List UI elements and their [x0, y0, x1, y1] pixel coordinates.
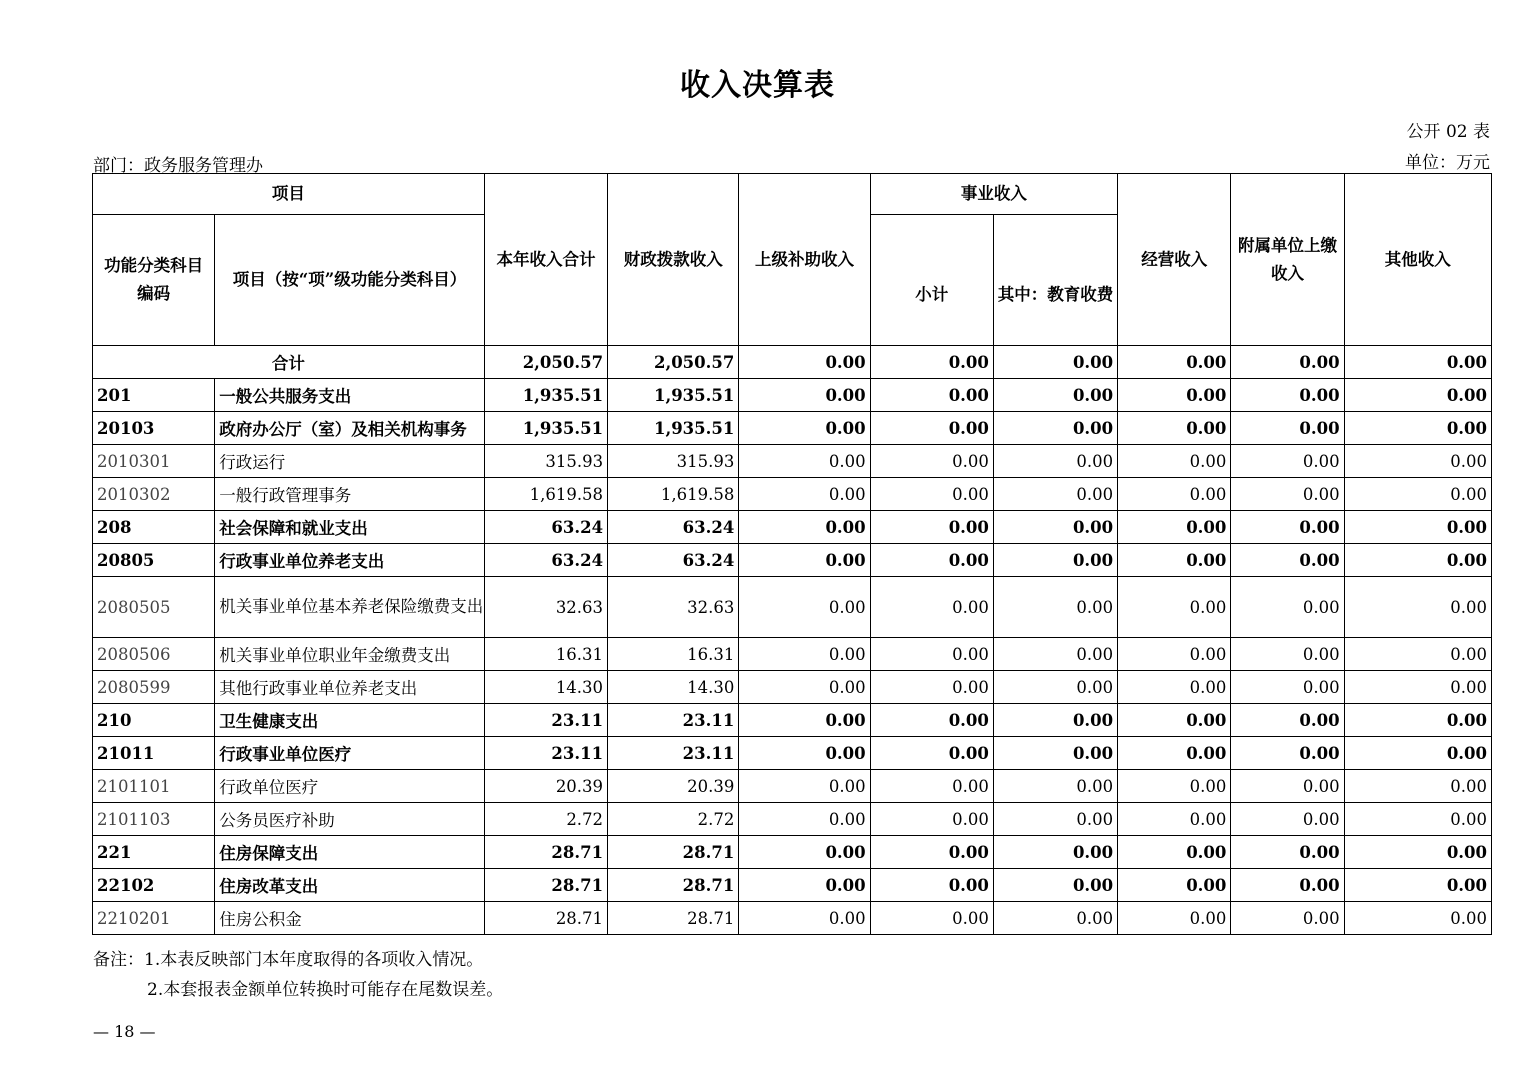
row-value: 1,619.58 [484, 478, 607, 511]
table-row [93, 770, 1492, 803]
row-value: 0.00 [739, 770, 870, 803]
header-total-income: 本年收入合计 [484, 174, 607, 346]
row-value: 28.71 [608, 836, 739, 869]
row-value: 0.00 [1231, 577, 1344, 638]
row-value: 0.00 [870, 902, 993, 935]
row-value: 0.00 [993, 638, 1117, 671]
row-name: 公务员医疗补助 [215, 803, 485, 836]
row-value: 0.00 [1344, 803, 1491, 836]
row-value: 0.00 [870, 638, 993, 671]
row-value: 28.71 [484, 836, 607, 869]
row-value: 0.00 [1118, 803, 1231, 836]
row-value: 0.00 [870, 577, 993, 638]
row-code: 2010301 [93, 445, 215, 478]
table-row [93, 836, 1492, 869]
row-value: 0.00 [1344, 544, 1491, 577]
row-value: 1,935.51 [484, 379, 607, 412]
total-cell: 2,050.57 [608, 346, 739, 379]
row-code: 20103 [93, 412, 215, 445]
row-value: 0.00 [870, 511, 993, 544]
row-value: 1,935.51 [608, 379, 739, 412]
row-value: 0.00 [870, 445, 993, 478]
row-code: 208 [93, 511, 215, 544]
row-name: 其他行政事业单位养老支出 [215, 671, 485, 704]
row-value: 0.00 [739, 638, 870, 671]
header-subtotal: 小计 [870, 215, 993, 346]
row-value: 0.00 [739, 379, 870, 412]
row-value: 0.00 [1231, 869, 1344, 902]
row-value: 63.24 [608, 544, 739, 577]
row-value: 0.00 [1231, 445, 1344, 478]
row-value: 0.00 [870, 836, 993, 869]
row-value: 0.00 [1231, 836, 1344, 869]
row-value: 0.00 [739, 511, 870, 544]
row-name: 卫生健康支出 [215, 704, 485, 737]
row-code: 21011 [93, 737, 215, 770]
row-value: 0.00 [1344, 869, 1491, 902]
row-value: 28.71 [484, 869, 607, 902]
row-value: 0.00 [1118, 638, 1231, 671]
row-value: 63.24 [608, 511, 739, 544]
department-label: 部门：政务服务管理办 [93, 156, 263, 176]
row-value: 63.24 [484, 544, 607, 577]
row-value: 0.00 [870, 704, 993, 737]
row-value: 0.00 [1231, 902, 1344, 935]
row-value: 0.00 [993, 770, 1117, 803]
row-value: 0.00 [1231, 737, 1344, 770]
row-value: 0.00 [1231, 511, 1344, 544]
header-other: 其他收入 [1344, 174, 1491, 346]
table-row [93, 638, 1492, 671]
row-name: 政府办公厅（室）及相关机构事务 [215, 412, 485, 445]
total-cell: 0.00 [1344, 346, 1491, 379]
row-value: 0.00 [1344, 445, 1491, 478]
income-table [92, 173, 1492, 935]
row-code: 20805 [93, 544, 215, 577]
row-value: 32.63 [608, 577, 739, 638]
row-value: 28.71 [608, 902, 739, 935]
row-value: 0.00 [870, 803, 993, 836]
row-value: 0.00 [870, 412, 993, 445]
row-value: 1,935.51 [484, 412, 607, 445]
row-value: 0.00 [1344, 770, 1491, 803]
total-cell: 0.00 [739, 346, 870, 379]
row-name: 行政单位医疗 [215, 770, 485, 803]
header-fiscal: 财政拨款收入 [608, 174, 739, 346]
total-cell: 0.00 [870, 346, 993, 379]
row-value: 0.00 [1231, 478, 1344, 511]
table-row [93, 671, 1492, 704]
row-value: 0.00 [1231, 704, 1344, 737]
unit-label: 单位：万元 [1405, 153, 1490, 173]
row-value: 28.71 [608, 869, 739, 902]
row-value: 0.00 [739, 737, 870, 770]
row-code: 2210201 [93, 902, 215, 935]
row-value: 0.00 [739, 412, 870, 445]
row-value: 0.00 [739, 577, 870, 638]
row-value: 0.00 [1344, 638, 1491, 671]
row-code: 2101101 [93, 770, 215, 803]
row-value: 0.00 [993, 412, 1117, 445]
header-superior: 上级补助收入 [739, 174, 870, 346]
row-value: 2.72 [608, 803, 739, 836]
row-name: 住房改革支出 [215, 869, 485, 902]
row-name: 住房公积金 [215, 902, 485, 935]
row-value: 0.00 [1118, 445, 1231, 478]
table-row [93, 445, 1492, 478]
row-name: 机关事业单位基本养老保险缴费支出 [215, 577, 485, 638]
row-value: 0.00 [993, 445, 1117, 478]
row-value: 1,935.51 [608, 412, 739, 445]
row-value: 0.00 [1118, 902, 1231, 935]
row-value: 0.00 [1118, 869, 1231, 902]
table-row [93, 869, 1492, 902]
table-body [93, 346, 1492, 935]
row-name: 行政运行 [215, 445, 485, 478]
row-value: 0.00 [993, 737, 1117, 770]
row-value: 0.00 [739, 704, 870, 737]
total-cell: 0.00 [1231, 346, 1344, 379]
row-value: 0.00 [739, 671, 870, 704]
header-operating: 经营收入 [1118, 174, 1231, 346]
row-name: 一般公共服务支出 [215, 379, 485, 412]
row-value: 0.00 [1344, 577, 1491, 638]
total-cell: 0.00 [1118, 346, 1231, 379]
row-value: 315.93 [484, 445, 607, 478]
row-value: 0.00 [1118, 544, 1231, 577]
row-value: 0.00 [1118, 412, 1231, 445]
row-value: 0.00 [993, 544, 1117, 577]
row-value: 0.00 [739, 902, 870, 935]
row-value: 28.71 [484, 902, 607, 935]
row-value: 0.00 [1118, 511, 1231, 544]
row-value: 315.93 [608, 445, 739, 478]
row-value: 0.00 [870, 869, 993, 902]
page-title: 收入决算表 [680, 68, 835, 103]
page-number: — 18 — [93, 1022, 156, 1041]
row-name: 机关事业单位职业年金缴费支出 [215, 638, 485, 671]
row-value: 0.00 [993, 379, 1117, 412]
row-code: 2080506 [93, 638, 215, 671]
total-row [93, 346, 1492, 379]
table-row [93, 902, 1492, 935]
row-value: 0.00 [1231, 379, 1344, 412]
header-project: 项目 [93, 174, 485, 215]
row-value: 0.00 [739, 544, 870, 577]
row-code: 201 [93, 379, 215, 412]
row-value: 0.00 [870, 737, 993, 770]
row-value: 0.00 [1231, 544, 1344, 577]
table-row [93, 803, 1492, 836]
row-value: 0.00 [1118, 770, 1231, 803]
row-code: 2010302 [93, 478, 215, 511]
row-value: 0.00 [993, 803, 1117, 836]
table-row [93, 412, 1492, 445]
row-value: 0.00 [870, 770, 993, 803]
row-value: 0.00 [1344, 478, 1491, 511]
row-value: 0.00 [1231, 638, 1344, 671]
row-value: 0.00 [993, 869, 1117, 902]
row-value: 0.00 [1344, 704, 1491, 737]
row-value: 0.00 [1118, 836, 1231, 869]
row-value: 0.00 [1344, 379, 1491, 412]
table-row [93, 478, 1492, 511]
row-value: 0.00 [739, 478, 870, 511]
row-value: 0.00 [739, 803, 870, 836]
row-value: 14.30 [608, 671, 739, 704]
row-code: 2101103 [93, 803, 215, 836]
row-value: 0.00 [1118, 671, 1231, 704]
row-value: 0.00 [739, 869, 870, 902]
row-value: 16.31 [484, 638, 607, 671]
row-value: 0.00 [1344, 836, 1491, 869]
row-value: 0.00 [1118, 577, 1231, 638]
table-number: 公开 02 表 [1406, 122, 1490, 142]
row-value: 0.00 [993, 478, 1117, 511]
table-row [93, 544, 1492, 577]
row-value: 23.11 [484, 704, 607, 737]
note-1: 备注：1.本表反映部门本年度取得的各项收入情况。 [93, 950, 484, 970]
row-value: 2.72 [484, 803, 607, 836]
row-value: 0.00 [993, 671, 1117, 704]
row-value: 23.11 [608, 704, 739, 737]
row-name: 社会保障和就业支出 [215, 511, 485, 544]
table-row [93, 511, 1492, 544]
row-value: 16.31 [608, 638, 739, 671]
row-value: 0.00 [1231, 770, 1344, 803]
row-value: 63.24 [484, 511, 607, 544]
row-code: 2080505 [93, 577, 215, 638]
row-code: 210 [93, 704, 215, 737]
notes [93, 945, 503, 1005]
total-cell: 0.00 [993, 346, 1117, 379]
row-name: 行政事业单位医疗 [215, 737, 485, 770]
header-func-code: 功能分类科目编码 [93, 215, 215, 346]
table-row [93, 737, 1492, 770]
row-value: 0.00 [1344, 737, 1491, 770]
row-value: 0.00 [993, 704, 1117, 737]
row-value: 0.00 [739, 836, 870, 869]
row-value: 0.00 [1344, 412, 1491, 445]
row-value: 0.00 [1344, 902, 1491, 935]
row-value: 0.00 [1118, 737, 1231, 770]
row-value: 14.30 [484, 671, 607, 704]
row-value: 0.00 [993, 836, 1117, 869]
row-name: 一般行政管理事务 [215, 478, 485, 511]
row-value: 32.63 [484, 577, 607, 638]
row-value: 0.00 [870, 671, 993, 704]
row-value: 0.00 [870, 478, 993, 511]
row-name: 住房保障支出 [215, 836, 485, 869]
header-business-income: 事业收入 [870, 174, 1118, 215]
row-value: 0.00 [870, 544, 993, 577]
row-value: 0.00 [1231, 412, 1344, 445]
row-value: 0.00 [1344, 511, 1491, 544]
row-value: 0.00 [993, 902, 1117, 935]
total-label: 合计 [93, 346, 485, 379]
total-cell: 2,050.57 [484, 346, 607, 379]
note-2: 2.本套报表金额单位转换时可能存在尾数误差。 [147, 980, 504, 1000]
table-header [93, 174, 1492, 346]
header-education: 其中：教育收费 [993, 215, 1117, 346]
row-value: 0.00 [1231, 803, 1344, 836]
row-code: 221 [93, 836, 215, 869]
row-code: 2080599 [93, 671, 215, 704]
row-value: 1,619.58 [608, 478, 739, 511]
row-name: 行政事业单位养老支出 [215, 544, 485, 577]
row-value: 0.00 [1118, 704, 1231, 737]
header-affiliated: 附属单位上缴收入 [1231, 174, 1344, 346]
row-value: 0.00 [1118, 478, 1231, 511]
table-row [93, 704, 1492, 737]
row-value: 0.00 [993, 511, 1117, 544]
row-value: 20.39 [484, 770, 607, 803]
row-value: 23.11 [608, 737, 739, 770]
row-value: 0.00 [1231, 671, 1344, 704]
row-value: 0.00 [993, 577, 1117, 638]
row-value: 23.11 [484, 737, 607, 770]
table-row [93, 577, 1492, 638]
row-value: 0.00 [1118, 379, 1231, 412]
row-value: 0.00 [739, 445, 870, 478]
row-value: 20.39 [608, 770, 739, 803]
row-value: 0.00 [1344, 671, 1491, 704]
row-value: 0.00 [870, 379, 993, 412]
header-item-name: 项目（按“项”级功能分类科目） [215, 215, 485, 346]
table-row [93, 379, 1492, 412]
row-code: 22102 [93, 869, 215, 902]
